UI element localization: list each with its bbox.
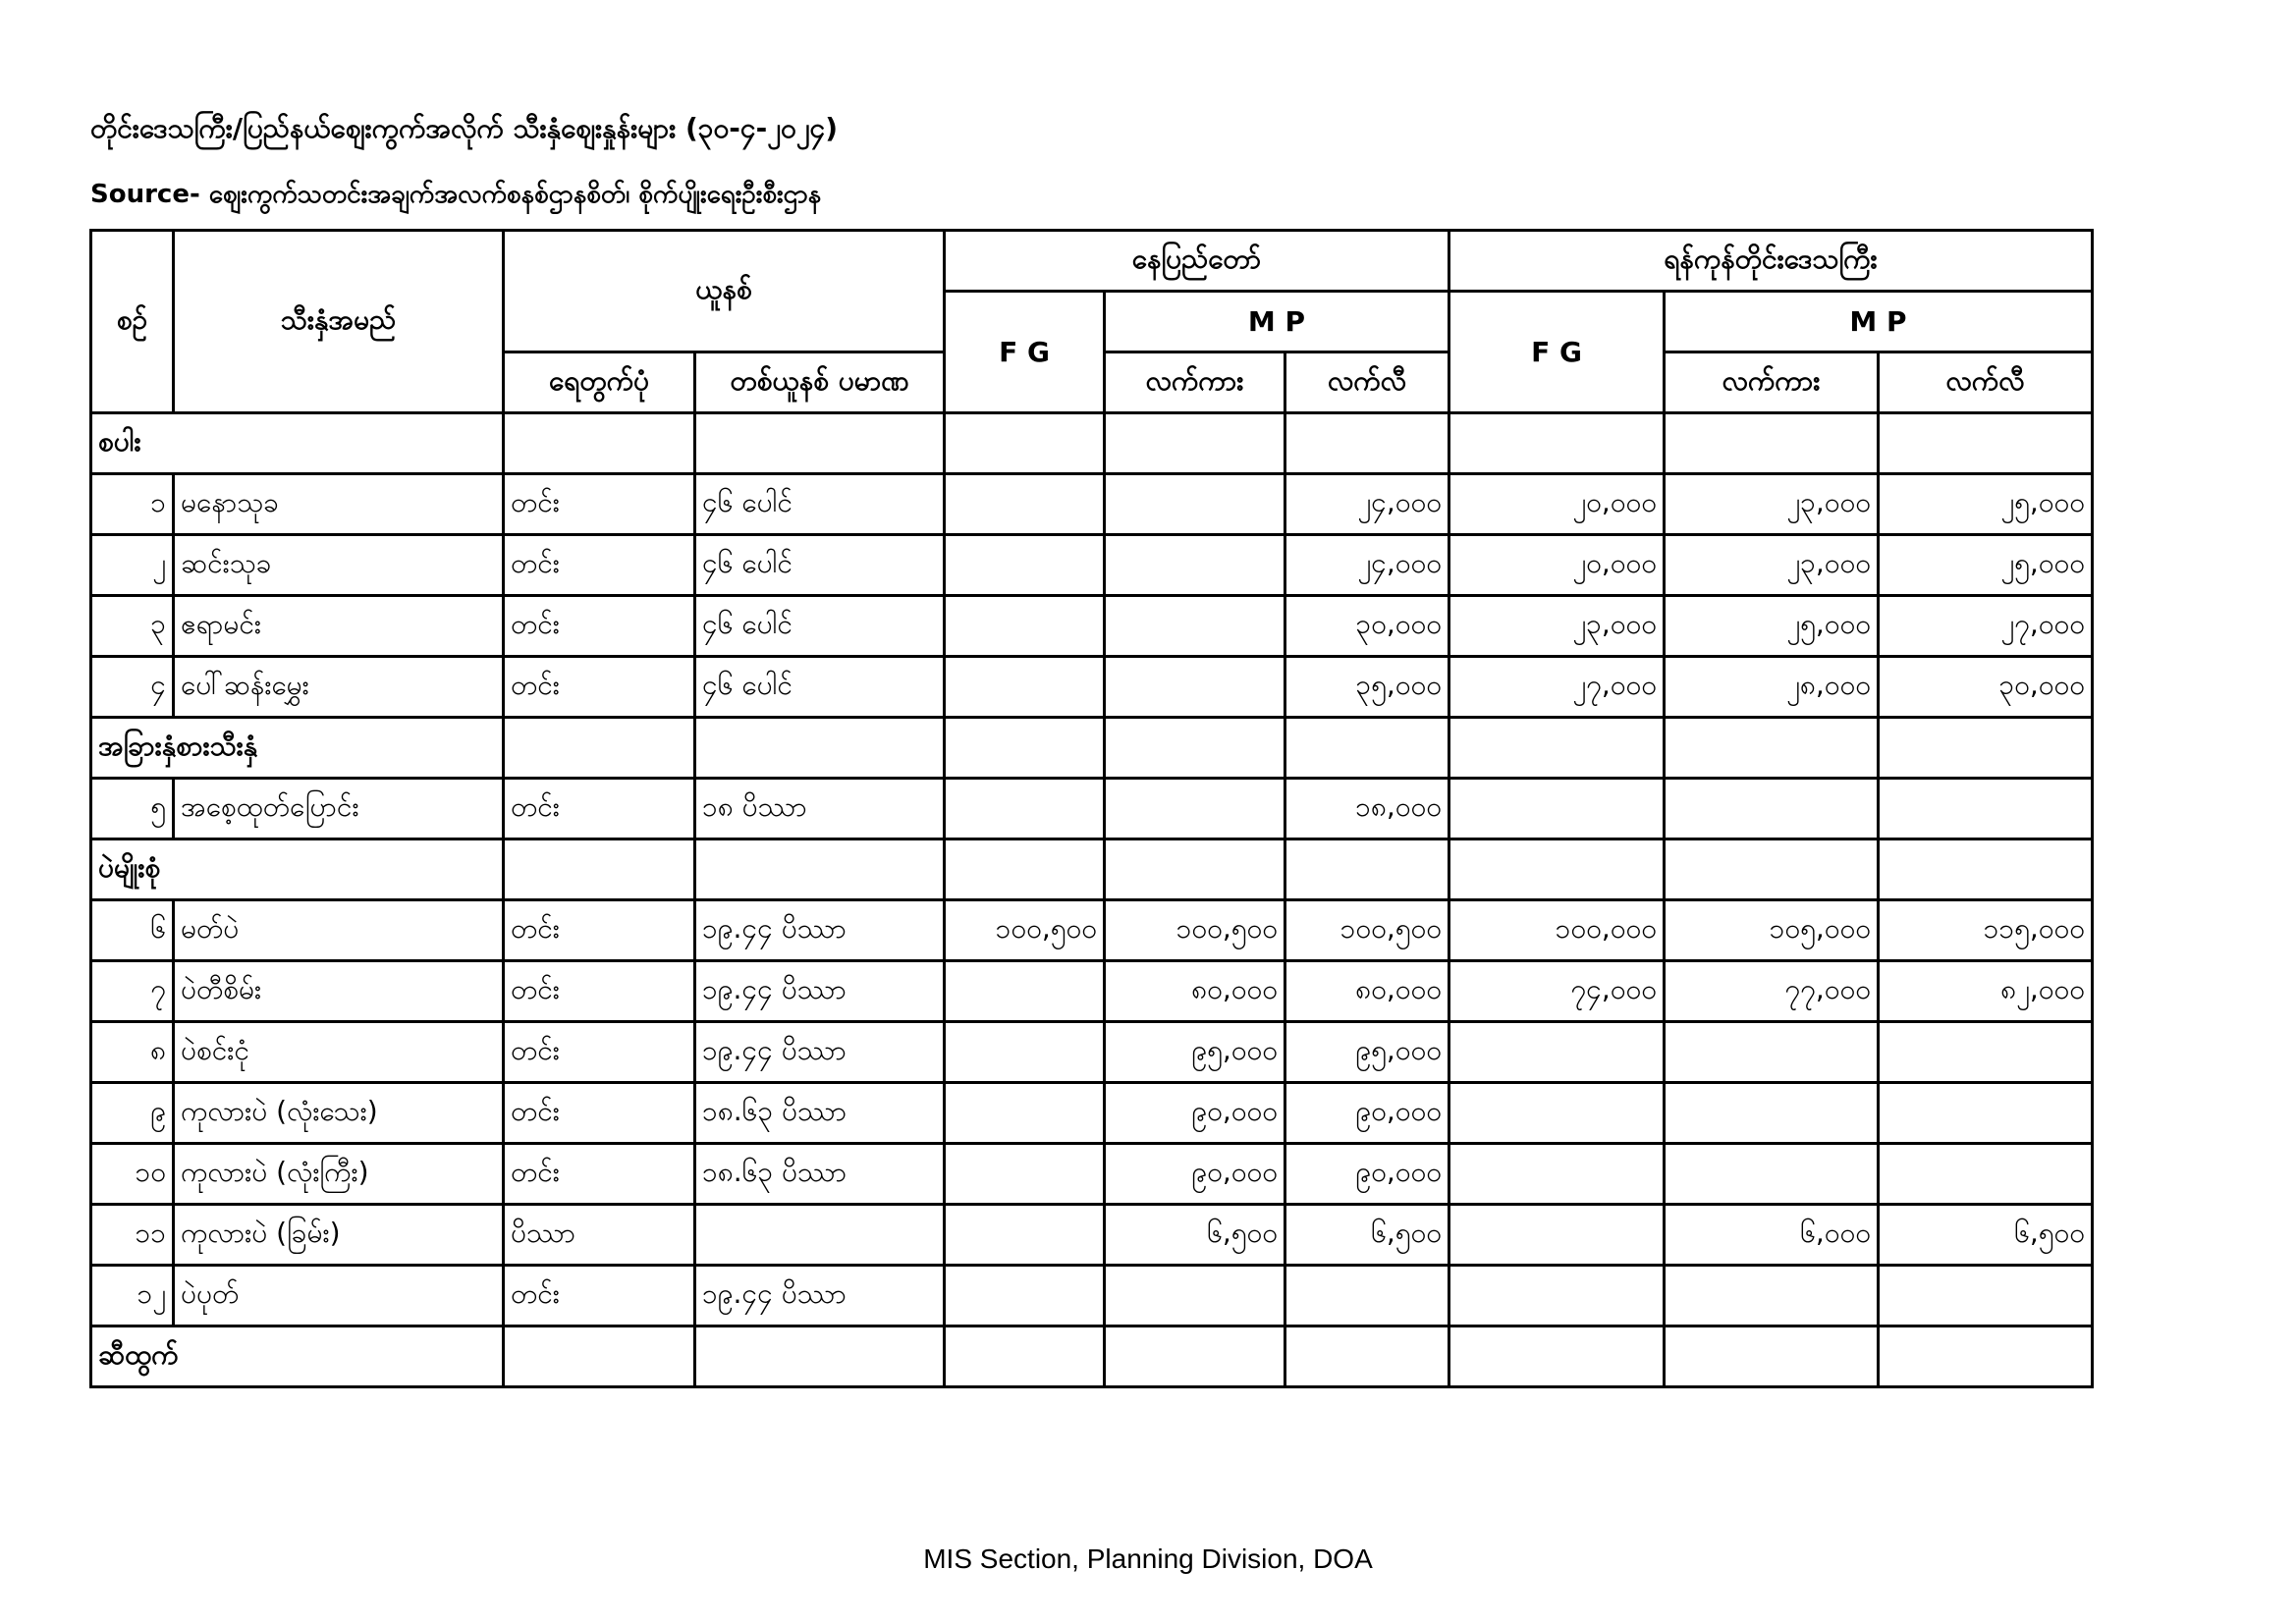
header-row-1	[91, 231, 2093, 292]
row-unit: တင်း	[504, 474, 695, 535]
source-note: Source- ဈေးကွက်သတင်းအချက်အလက်စနစ်ဌာနစိတ်၊ စိုက်ပျိုးရေးဦးစီးဌာန	[90, 180, 822, 209]
header-ygn-retail: လက်လီ	[1879, 352, 2093, 413]
row-ygn-wholesale: ၂၈,၀၀၀	[1665, 657, 1879, 718]
row-ygn-wholesale	[1665, 1144, 1879, 1205]
header-ygn-wholesale: လက်ကား	[1665, 352, 1879, 413]
row-measure: ၁၈.၆၃ ပိဿာ	[695, 1144, 945, 1205]
row-ygn-retail	[1879, 779, 2093, 839]
table-row	[91, 779, 2093, 839]
row-npt-retail: ၉၀,၀၀၀	[1285, 1144, 1449, 1205]
row-npt-fg	[945, 1205, 1105, 1266]
header-unit-group: ယူနစ်	[504, 231, 945, 352]
row-measure: ၁၉.၄၄ ပိဿာ	[695, 961, 945, 1022]
empty-cell	[1449, 413, 1665, 474]
row-crop-name: ကုလားပဲ (လုံးသေး)	[174, 1083, 504, 1144]
row-npt-fg	[945, 779, 1105, 839]
row-measure: ၁၈ ပိဿာ	[695, 779, 945, 839]
row-npt-retail: ၉၀,၀၀၀	[1285, 1083, 1449, 1144]
category-row	[91, 413, 2093, 474]
row-measure: ၄၆ ပေါင်	[695, 596, 945, 657]
row-ygn-wholesale	[1665, 1022, 1879, 1083]
row-ygn-fg	[1449, 1022, 1665, 1083]
empty-cell	[1449, 718, 1665, 779]
empty-cell	[695, 718, 945, 779]
row-serial: ၉	[91, 1083, 174, 1144]
row-serial: ၁၁	[91, 1205, 174, 1266]
category-row	[91, 1326, 2093, 1387]
table-row	[91, 961, 2093, 1022]
row-npt-fg	[945, 657, 1105, 718]
row-serial: ၁	[91, 474, 174, 535]
empty-cell	[945, 718, 1105, 779]
table-row	[91, 474, 2093, 535]
row-serial: ၅	[91, 779, 174, 839]
table-row	[91, 1083, 2093, 1144]
row-ygn-fg: ၁၀၀,၀၀၀	[1449, 900, 1665, 961]
empty-cell	[1285, 413, 1449, 474]
row-ygn-wholesale: ၂၅,၀၀၀	[1665, 596, 1879, 657]
row-npt-fg	[945, 1144, 1105, 1205]
row-ygn-retail	[1879, 1266, 2093, 1326]
row-ygn-wholesale: ၂၃,၀၀၀	[1665, 474, 1879, 535]
row-npt-retail: ၁၈,၀၀၀	[1285, 779, 1449, 839]
empty-cell	[695, 413, 945, 474]
header-yangon: ရန်ကုန်တိုင်းဒေသကြီး	[1449, 231, 2093, 292]
row-unit: တင်း	[504, 657, 695, 718]
row-npt-wholesale	[1105, 535, 1285, 596]
row-npt-retail: ၃၅,၀၀၀	[1285, 657, 1449, 718]
row-serial: ၄	[91, 657, 174, 718]
row-ygn-wholesale: ၇၇,၀၀၀	[1665, 961, 1879, 1022]
table-row	[91, 900, 2093, 961]
row-ygn-fg	[1449, 1083, 1665, 1144]
row-npt-retail: ၂၄,၀၀၀	[1285, 535, 1449, 596]
row-npt-wholesale: ၉၅,၀၀၀	[1105, 1022, 1285, 1083]
header-npt-fg: F G	[945, 292, 1105, 413]
row-serial: ၂	[91, 535, 174, 596]
row-ygn-fg: ၇၄,၀၀၀	[1449, 961, 1665, 1022]
row-npt-fg	[945, 1266, 1105, 1326]
row-measure: ၄၆ ပေါင်	[695, 657, 945, 718]
row-ygn-fg: ၂၀,၀၀၀	[1449, 535, 1665, 596]
header-naypyitaw: နေပြည်တော်	[945, 231, 1449, 292]
empty-cell	[1285, 1326, 1449, 1387]
empty-cell	[1665, 839, 1879, 900]
row-ygn-retail: ၈၂,၀၀၀	[1879, 961, 2093, 1022]
empty-cell	[1879, 413, 2093, 474]
row-ygn-wholesale: ၂၃,၀၀၀	[1665, 535, 1879, 596]
row-npt-fg	[945, 1083, 1105, 1144]
empty-cell	[1449, 1326, 1665, 1387]
category-row	[91, 839, 2093, 900]
empty-cell	[945, 839, 1105, 900]
header-unit-measure: တစ်ယူနစ် ပမာဏ	[695, 352, 945, 413]
empty-cell	[1665, 1326, 1879, 1387]
empty-cell	[945, 413, 1105, 474]
row-measure	[695, 1205, 945, 1266]
table-row	[91, 1144, 2093, 1205]
table-row	[91, 1205, 2093, 1266]
row-npt-fg	[945, 596, 1105, 657]
empty-cell	[504, 839, 695, 900]
row-npt-fg: ၁၀၀,၅၀၀	[945, 900, 1105, 961]
row-crop-name: မနောသုခ	[174, 474, 504, 535]
row-ygn-retail: ၂၇,၀၀၀	[1879, 596, 2093, 657]
row-ygn-fg: ၂၀,၀၀၀	[1449, 474, 1665, 535]
header-unit-local: ရေတွက်ပုံ	[504, 352, 695, 413]
empty-cell	[1665, 413, 1879, 474]
row-ygn-retail	[1879, 1022, 2093, 1083]
row-npt-wholesale: ၆,၅၀၀	[1105, 1205, 1285, 1266]
row-npt-wholesale	[1105, 474, 1285, 535]
header-npt-mp: M P	[1105, 292, 1449, 352]
empty-cell	[1285, 718, 1449, 779]
row-npt-retail	[1285, 1266, 1449, 1326]
row-npt-retail: ၈၀,၀၀၀	[1285, 961, 1449, 1022]
row-measure: ၁၉.၄၄ ပိဿာ	[695, 900, 945, 961]
row-ygn-retail: ၆,၅၀၀	[1879, 1205, 2093, 1266]
row-ygn-retail	[1879, 1083, 2093, 1144]
row-npt-retail: ၉၅,၀၀၀	[1285, 1022, 1449, 1083]
row-serial: ၈	[91, 1022, 174, 1083]
document-title: တိုင်းဒေသကြီး/ပြည်နယ်ဈေးကွက်အလိုက် သီးနှံဈေးနှုန်းများ (၃၀-၄-၂၀၂၄)	[90, 112, 839, 144]
row-crop-name: ပဲပုတ်	[174, 1266, 504, 1326]
header-serial: စဉ်	[91, 231, 174, 413]
row-ygn-wholesale	[1665, 1083, 1879, 1144]
empty-cell	[1879, 718, 2093, 779]
row-serial: ၆	[91, 900, 174, 961]
empty-cell	[695, 1326, 945, 1387]
row-npt-wholesale: ၈၀,၀၀၀	[1105, 961, 1285, 1022]
row-serial: ၃	[91, 596, 174, 657]
row-serial: ၁၂	[91, 1266, 174, 1326]
empty-cell	[1285, 839, 1449, 900]
empty-cell	[1449, 839, 1665, 900]
row-unit: တင်း	[504, 961, 695, 1022]
row-ygn-fg: ၂၇,၀၀၀	[1449, 657, 1665, 718]
category-row	[91, 718, 2093, 779]
row-npt-wholesale	[1105, 1266, 1285, 1326]
row-unit: တင်း	[504, 1083, 695, 1144]
row-ygn-retail: ၂၅,၀၀၀	[1879, 474, 2093, 535]
row-measure: ၁၉.၄၄ ပိဿာ	[695, 1266, 945, 1326]
row-measure: ၄၆ ပေါင်	[695, 535, 945, 596]
row-ygn-retail	[1879, 1144, 2093, 1205]
category-label: ပဲမျိုးစုံ	[91, 839, 504, 900]
row-unit: တင်း	[504, 596, 695, 657]
row-ygn-wholesale: ၁၀၅,၀၀၀	[1665, 900, 1879, 961]
empty-cell	[1665, 718, 1879, 779]
row-crop-name: ပဲတီစိမ်း	[174, 961, 504, 1022]
row-measure: ၁၉.၄၄ ပိဿာ	[695, 1022, 945, 1083]
row-npt-fg	[945, 535, 1105, 596]
row-ygn-wholesale	[1665, 779, 1879, 839]
page-footer: MIS Section, Planning Division, DOA	[923, 1543, 1373, 1574]
row-crop-name: ကုလားပဲ (လုံးကြီး)	[174, 1144, 504, 1205]
header-ygn-mp: M P	[1665, 292, 2093, 352]
row-unit: တင်း	[504, 779, 695, 839]
row-serial: ၁၀	[91, 1144, 174, 1205]
row-unit: တင်း	[504, 900, 695, 961]
table-row	[91, 1022, 2093, 1083]
table-row	[91, 1266, 2093, 1326]
row-crop-name: ဆင်းသုခ	[174, 535, 504, 596]
empty-cell	[504, 718, 695, 779]
empty-cell	[1879, 839, 2093, 900]
row-npt-wholesale: ၁၀၀,၅၀၀	[1105, 900, 1285, 961]
row-ygn-fg	[1449, 1266, 1665, 1326]
row-unit: တင်း	[504, 1022, 695, 1083]
row-measure: ၄၆ ပေါင်	[695, 474, 945, 535]
category-label: စပါး	[91, 413, 504, 474]
row-crop-name: ပေါ်ဆန်းမွှေး	[174, 657, 504, 718]
row-crop-name: ပဲစင်းငုံ	[174, 1022, 504, 1083]
row-npt-wholesale	[1105, 657, 1285, 718]
row-crop-name: မတ်ပဲ	[174, 900, 504, 961]
empty-cell	[1105, 413, 1285, 474]
row-npt-retail: ၃၀,၀၀၀	[1285, 596, 1449, 657]
header-crop-name: သီးနှံအမည်	[174, 231, 504, 413]
header-npt-wholesale: လက်ကား	[1105, 352, 1285, 413]
empty-cell	[504, 413, 695, 474]
price-table	[89, 229, 2094, 1388]
row-npt-fg	[945, 474, 1105, 535]
row-ygn-wholesale: ၆,၀၀၀	[1665, 1205, 1879, 1266]
table-row	[91, 657, 2093, 718]
row-unit: တင်း	[504, 1144, 695, 1205]
empty-cell	[1105, 1326, 1285, 1387]
table-row	[91, 535, 2093, 596]
empty-cell	[695, 839, 945, 900]
row-serial: ၇	[91, 961, 174, 1022]
row-crop-name: အစေ့ထုတ်ပြောင်း	[174, 779, 504, 839]
empty-cell	[504, 1326, 695, 1387]
row-ygn-retail: ၁၁၅,၀၀၀	[1879, 900, 2093, 961]
header-ygn-fg: F G	[1449, 292, 1665, 413]
row-ygn-fg	[1449, 1205, 1665, 1266]
row-unit: တင်း	[504, 1266, 695, 1326]
row-npt-fg	[945, 1022, 1105, 1083]
empty-cell	[1879, 1326, 2093, 1387]
row-ygn-wholesale	[1665, 1266, 1879, 1326]
table-body	[91, 413, 2093, 1387]
row-ygn-retail: ၃၀,၀၀၀	[1879, 657, 2093, 718]
row-npt-retail: ၂၄,၀၀၀	[1285, 474, 1449, 535]
empty-cell	[1105, 839, 1285, 900]
row-npt-retail: ၆,၅၀၀	[1285, 1205, 1449, 1266]
header-npt-retail: လက်လီ	[1285, 352, 1449, 413]
row-unit: ပိဿာ	[504, 1205, 695, 1266]
row-ygn-fg	[1449, 779, 1665, 839]
category-label: အခြားနှံစားသီးနှံ	[91, 718, 504, 779]
row-npt-fg	[945, 961, 1105, 1022]
row-crop-name: ကုလားပဲ (ခြမ်း)	[174, 1205, 504, 1266]
row-npt-wholesale: ၉၀,၀၀၀	[1105, 1083, 1285, 1144]
row-ygn-fg	[1449, 1144, 1665, 1205]
row-ygn-retail: ၂၅,၀၀၀	[1879, 535, 2093, 596]
row-ygn-fg: ၂၃,၀၀၀	[1449, 596, 1665, 657]
row-npt-wholesale: ၉၀,၀၀၀	[1105, 1144, 1285, 1205]
row-unit: တင်း	[504, 535, 695, 596]
row-crop-name: ဧရာမင်း	[174, 596, 504, 657]
empty-cell	[945, 1326, 1105, 1387]
category-label: ဆီထွက်	[91, 1326, 504, 1387]
table-row	[91, 596, 2093, 657]
row-npt-wholesale	[1105, 596, 1285, 657]
row-npt-retail: ၁၀၀,၅၀၀	[1285, 900, 1449, 961]
empty-cell	[1105, 718, 1285, 779]
row-measure: ၁၈.၆၃ ပိဿာ	[695, 1083, 945, 1144]
row-npt-wholesale	[1105, 779, 1285, 839]
